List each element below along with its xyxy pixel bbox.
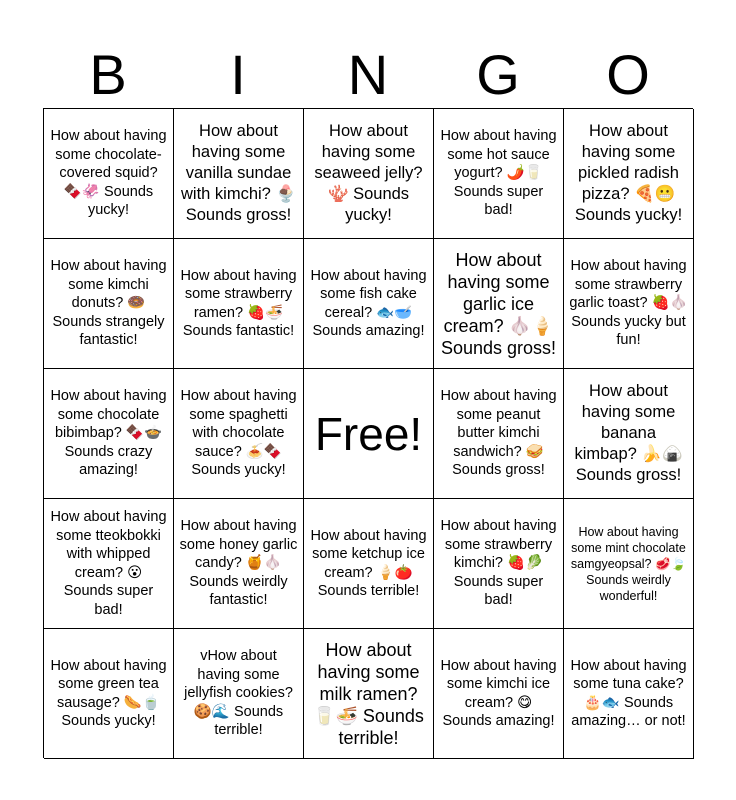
bingo-cell[interactable]: How about having some vanilla sundae with kimchi? 🍨 Sounds gross! [174, 109, 304, 239]
bingo-cell[interactable]: How about having some strawberry ramen? 🍓🍜 Sounds fantastic! [174, 239, 304, 369]
free-space-cell[interactable]: Free! [304, 369, 434, 499]
bingo-cell[interactable]: How about having some hot sauce yogurt? 🌶️🥛 Sounds super bad! [434, 109, 564, 239]
bingo-cell[interactable]: How about having some seaweed jelly? 🪸 Sounds yucky! [304, 109, 434, 239]
header-letter-n: N [347, 43, 389, 106]
bingo-cell[interactable]: How about having some pickled radish pizza? 🍕😬 Sounds yucky! [564, 109, 694, 239]
header-letter-g: G [476, 43, 520, 106]
bingo-cell[interactable]: How about having some spaghetti with chocolate sauce? 🍝🍫 Sounds yucky! [174, 369, 304, 499]
bingo-header [43, 42, 693, 108]
bingo-cell[interactable]: How about having some chocolate bibimbap? 🍫🍲 Sounds crazy amazing! [44, 369, 174, 499]
header-letter-i: I [230, 43, 246, 106]
bingo-cell[interactable]: How about having some kimchi ice cream? 😋 Sounds amazing! [434, 629, 564, 759]
bingo-cell[interactable]: How about having some garlic ice cream? 🧄🍦 Sounds gross! [434, 239, 564, 369]
bingo-cell[interactable]: How about having some ketchup ice cream? 🍦🍅 Sounds terrible! [304, 499, 434, 629]
bingo-cell[interactable]: How about having some mint chocolate samgyeopsal? 🥩🍃 Sounds weirdly wonderful! [564, 499, 694, 629]
bingo-cell[interactable]: How about having some tteokbokki with whipped cream? 😮 Sounds super bad! [44, 499, 174, 629]
bingo-cell[interactable]: How about having some fish cake cereal? 🐟🥣 Sounds amazing! [304, 239, 434, 369]
bingo-cell[interactable]: How about having some strawberry garlic toast? 🍓🧄 Sounds yucky but fun! [564, 239, 694, 369]
bingo-cell[interactable]: How about having some green tea sausage? 🌭🍵 Sounds yucky! [44, 629, 174, 759]
bingo-cell[interactable]: How about having some milk ramen? 🥛🍜 Sounds terrible! [304, 629, 434, 759]
bingo-cell[interactable]: How about having some banana kimbap? 🍌🍙 Sounds gross! [564, 369, 694, 499]
bingo-cell[interactable]: How about having some chocolate-covered squid? 🍫🦑 Sounds yucky! [44, 109, 174, 239]
bingo-cell[interactable]: How about having some peanut butter kimchi sandwich? 🥪 Sounds gross! [434, 369, 564, 499]
bingo-cell[interactable]: How about having some honey garlic candy? 🍯🧄 Sounds weirdly fantastic! [174, 499, 304, 629]
bingo-board [43, 108, 693, 758]
bingo-cell[interactable]: How about having some strawberry kimchi? 🍓🥬 Sounds super bad! [434, 499, 564, 629]
bingo-cell[interactable]: How about having some tuna cake? 🎂🐟 Sounds amazing… or not! [564, 629, 694, 759]
bingo-cell[interactable]: How about having some kimchi donuts? 🍩 Sounds strangely fantastic! [44, 239, 174, 369]
bingo-cell[interactable]: vHow about having some jellyfish cookies? 🍪🌊 Sounds terrible! [174, 629, 304, 759]
header-letter-b: B [89, 43, 127, 106]
header-letter-o: O [606, 43, 650, 106]
